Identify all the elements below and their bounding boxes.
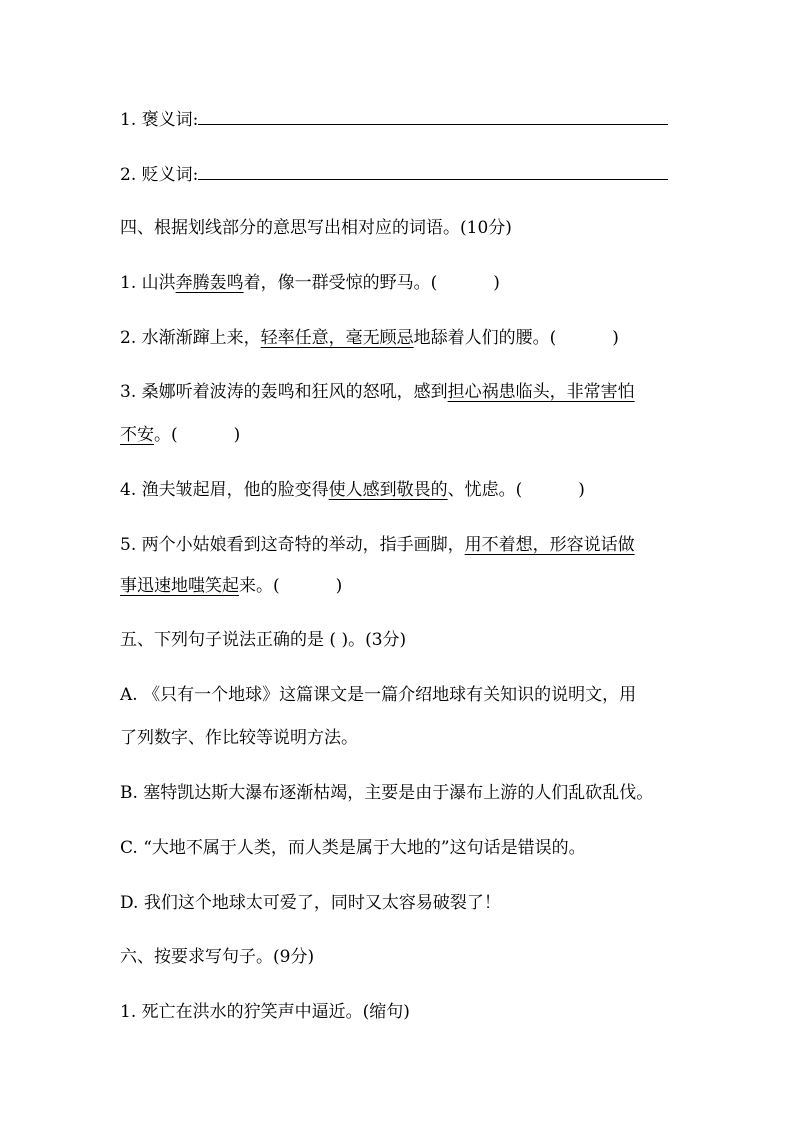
q6-heading: 六、按要求写句子。(9分) xyxy=(120,947,315,967)
q3-item2 xyxy=(120,163,680,186)
q4-item1-text: 1. 山洪 xyxy=(120,273,176,293)
q4-item4-underlined: 使人感到敬畏的 xyxy=(328,480,448,500)
q4-item5-close-paren: ) xyxy=(335,576,343,596)
q4-item4-text-after: 、忧虑。( xyxy=(447,480,523,500)
q4-item2-text: 2. 水渐渐蹿上来， xyxy=(120,328,261,348)
q4-item1-text-after: 着，像一群受惊的野马。( xyxy=(243,273,438,293)
q4-item4 xyxy=(120,479,680,501)
q4-item5-underlined: 用不着想，形容说话做 xyxy=(464,535,635,555)
q4-item2-close-paren: ) xyxy=(612,328,619,348)
q5-option-c: C. “大地不属于人类，而人类是属于大地的”这句话是错误的。 xyxy=(120,838,586,858)
q4-item3-underlined-cont: 不安 xyxy=(120,425,154,445)
q3-item1-label: 1. 褒义词: xyxy=(120,110,199,130)
q4-item1 xyxy=(120,272,680,294)
q4-item1-close-paren: ) xyxy=(493,273,500,293)
q5-option-b: B. 塞特凯达斯大瀑布逐渐枯竭，主要是由于瀑布上游的人们乱砍乱伐。 xyxy=(120,783,654,803)
q5-option-a-line2: 了列数字、作比较等说明方法。 xyxy=(120,728,358,748)
q3-item1-answer-line[interactable] xyxy=(198,108,668,125)
q4-item5-text: 5. 两个小姑娘看到这奇特的举动，指手画脚， xyxy=(120,535,465,555)
q4-heading: 四、根据划线部分的意思写出相对应的词语。(10分) xyxy=(120,218,512,238)
q6-item1: 1. 死亡在洪水的狞笑声中逼近。(缩句) xyxy=(120,1002,410,1022)
q4-item3-underlined: 担心祸患临头，非常害怕 xyxy=(447,382,635,402)
q3-item1 xyxy=(120,108,680,131)
q3-item2-label: 2. 贬义词: xyxy=(120,165,199,185)
q4-item2-underlined: 轻率任意，毫无顾忌 xyxy=(260,328,414,348)
q4-item4-text: 4. 渔夫皱起眉，他的脸变得 xyxy=(120,480,329,500)
q5-option-a-line1: A. 《只有一个地球》这篇课文是一篇介绍地球有关知识的说明文，用 xyxy=(120,685,637,705)
q4-item5-line1 xyxy=(120,534,680,556)
q5-heading: 五、下列句子说法正确的是 ( )。(3分) xyxy=(120,630,407,650)
q5-option-d: D. 我们这个地球太可爱了，同时又太容易破裂了！ xyxy=(120,893,501,913)
q4-item3-text: 3. 桑娜听着波涛的轰鸣和狂风的怒吼，感到 xyxy=(120,382,448,402)
q3-item2-answer-line[interactable] xyxy=(198,163,668,180)
q4-item5-line2 xyxy=(120,575,680,597)
q4-item5-underlined-cont: 事迅速地嗤笑起 xyxy=(120,576,239,596)
q4-item3-line2 xyxy=(120,424,680,446)
q4-item5-text-after: 来。( xyxy=(239,576,280,596)
q4-item3-line1 xyxy=(120,381,680,403)
q4-item1-underlined: 奔腾轰鸣 xyxy=(175,273,244,293)
q4-item2 xyxy=(120,327,680,349)
q4-item4-close-paren: ) xyxy=(578,480,585,500)
q4-item2-text-after: 地舔着人们的腰。( xyxy=(413,328,557,348)
q4-item3-text-after: 。( xyxy=(154,425,178,445)
q4-item3-close-paren: ) xyxy=(233,425,241,445)
